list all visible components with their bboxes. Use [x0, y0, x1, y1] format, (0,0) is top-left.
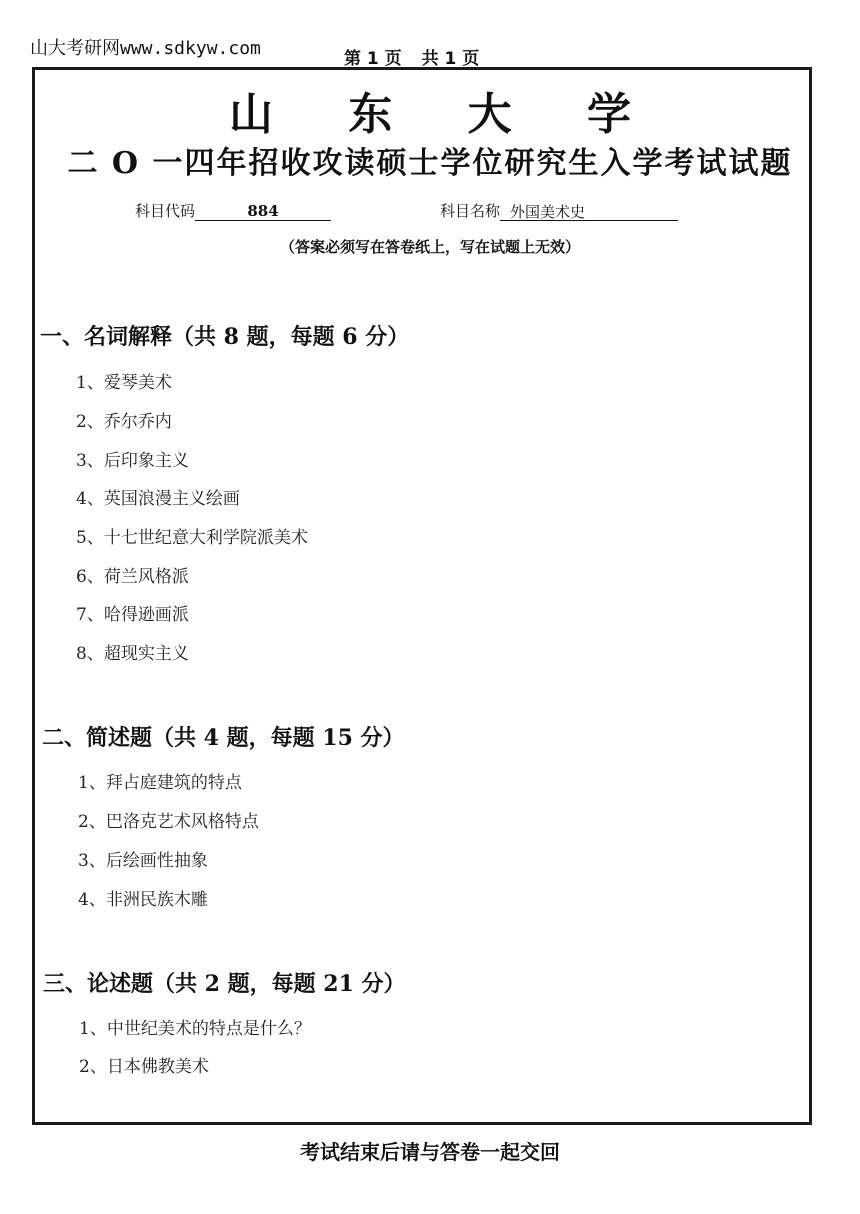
- page-indicator: [344, 44, 479, 69]
- footer-instruction: 考试结束后请与答卷一起交回: [300, 1140, 560, 1164]
- watermark-text: 山大考研网www.sdkyw.com: [30, 38, 261, 59]
- section-1-item: 8、超现实主义: [76, 644, 189, 664]
- section-1-item: 7、哈得逊画派: [76, 605, 189, 625]
- subject-name-label: 科目名称: [440, 202, 501, 220]
- section-3-heading: 三、论述题（共 2 题，每题 21 分）: [43, 971, 406, 997]
- subject-code-field: [135, 200, 331, 221]
- subject-name-value: 外国美术史: [500, 204, 678, 221]
- section-2-heading: 二、简述题（共 4 题，每题 15 分）: [42, 725, 405, 751]
- exam-title: 二 O 一四年招收攻读硕士学位研究生入学考试试题: [67, 146, 793, 181]
- section-1-item: 1、爱琴美术: [76, 373, 172, 393]
- subject-code-value: 884: [195, 203, 331, 221]
- section-2-item: 1、拜占庭建筑的特点: [78, 773, 242, 793]
- section-1-item: 3、后印象主义: [76, 451, 189, 471]
- section-2-item: 2、巴洛克艺术风格特点: [78, 812, 259, 832]
- section-1-item: 2、乔尔乔内: [76, 412, 172, 432]
- section-1-item: 4、英国浪漫主义绘画: [76, 489, 240, 509]
- section-3-item: 1、中世纪美术的特点是什么？: [79, 1019, 311, 1039]
- subject-code-label: 科目代码: [135, 202, 196, 220]
- university-name: 山 东 大 学: [229, 89, 661, 140]
- section-1-item: 6、荷兰风格派: [76, 567, 189, 587]
- page-current: 第 1 页: [344, 49, 402, 69]
- section-1-item: 5、十七世纪意大利学院派美术: [76, 528, 308, 548]
- page-total: 共 1 页: [421, 49, 480, 69]
- section-1-heading: 一、名词解释（共 8 题，每题 6 分）: [40, 324, 410, 350]
- section-2-item: 4、非洲民族木雕: [78, 890, 208, 910]
- section-3-item: 2、日本佛教美术: [79, 1057, 209, 1077]
- answer-notice: （答案必须写在答卷纸上，写在试题上无效）: [279, 238, 580, 256]
- section-2-item: 3、后绘画性抽象: [78, 851, 208, 871]
- subject-name-field: [440, 200, 678, 221]
